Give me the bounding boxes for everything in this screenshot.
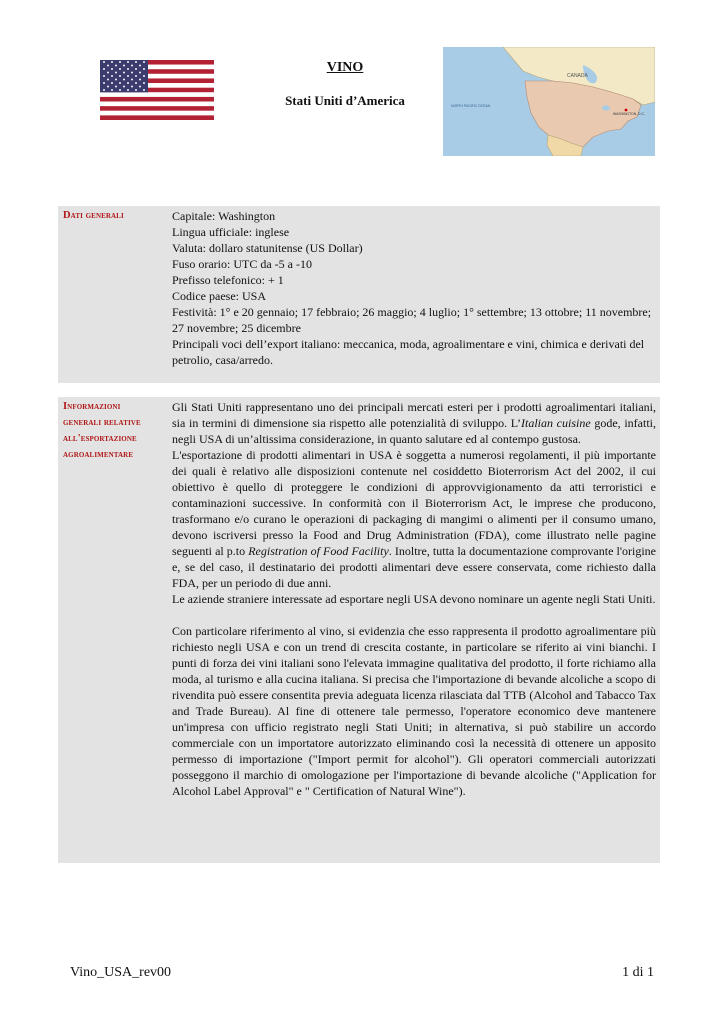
dati-line: Lingua ufficiale: inglese: [172, 225, 290, 239]
informazioni-label-line: agroalimentare: [63, 449, 134, 460]
usa-map-image: [443, 47, 655, 156]
paragraph-2: L'esportazione di prodotti alimentari in USA è soggetta a numerosi regolamenti, il più importante dei quali è relativo alle disposizioni contenute nel cosiddetto Bioterrorism Act del 2002, il cui obiettivo è quello di proteggere le condizioni di approvvigionamento da atti terroristici e contaminazioni successive. In conformità con il Bioterrorism Act, le imprese che producono, trasformano e/o curano le operazioni di packaging di mangimi o alimenti per il consumo umano, devono iscriversi presso la Food and Drug Administration (FDA), come illustrato nelle pagine seguenti al p.to Registration of Food Facility. Inoltre, tutta la documentazione comprovante l'origine e, se del caso, il destinatario dei prodotti alimentari deve essere conservata, come richiesto dalla FDA, per un periodo di due anni.: [172, 448, 656, 590]
dati-generali-label: Dati generali: [63, 210, 124, 221]
informazioni-section: [58, 397, 660, 863]
informazioni-body: [172, 399, 656, 799]
map-label-canada: CANADA: [567, 73, 588, 79]
dati-line: Codice paese: USA: [172, 289, 266, 303]
page-subtitle: Stati Uniti d’America: [285, 93, 405, 108]
dati-line: Festività: 1° e 20 gennaio; 17 febbraio; 26 maggio; 4 luglio; 1° settembre; 13 ottobre; 11 novembre; 27 novembre; 25 dicembre: [172, 305, 652, 335]
us-flag-image: [100, 60, 214, 120]
footer-doc-id: Vino_USA_rev00: [70, 965, 172, 980]
dati-line: Prefisso telefonico: + 1: [172, 273, 284, 287]
informazioni-label-line: all'esportazione: [63, 433, 137, 444]
informazioni-label-line: generali relative: [63, 417, 141, 428]
dati-generali-body: [172, 208, 656, 368]
footer-page-number: 1 di 1: [622, 965, 654, 980]
map-label-washington: WASHINGTON, D.C.: [613, 112, 645, 116]
map-label-ocean: NORTH PACIFIC OCEAN: [451, 104, 491, 108]
dati-line: Fuso orario: UTC da -5 a -10: [172, 257, 312, 271]
paragraph-4: Con particolare riferimento al vino, si evidenzia che esso rappresenta il prodotto agroalimentare più richiesto negli USA e con un trend di crescita costante, in particolare se riferito ai vini bianchi. I punti di forza dei vini italiani sono l'elevata immagine qualitativa del prodotto, il forte richiamo alla moda, al turismo e alla cucina italiana. Si precisa che l'importazione di bevande alcoliche a scopo di rivendita può essere consentita previa adeguata licenza rilasciata dal TTB (Alcohol and Tabacco Tax and Trade Bureau). Al fine di ottenere tale permesso, l'operatore economico deve mantenere un'impresa con ufficio registrato negli Stati Uniti; in alternativa, si può stabilire un accordo commerciale con un importatore autorizzato eliminando così la necessità di ottenere un apposito permesso di importazione ("Import permit for alcohol"). Gli operatori commerciali autorizzati posseggono il marchio di omologazione per l'importazione di bevande alcoliche ("Application for Alcohol Label Approval" e " Certification of Natural Wine").: [172, 624, 656, 798]
informazioni-label-line: Informazioni: [63, 401, 121, 412]
informazioni-label: [63, 399, 165, 463]
page-title: VINO: [326, 60, 364, 75]
dati-line: Principali voci dell’export italiano: meccanica, moda, agroalimentare e vini, chimica e derivati del petrolio, casa/arredo.: [172, 337, 645, 367]
paragraph-3: Le aziende straniere interessate ad esportare negli USA devono nominare un agente negli Stati Uniti.: [172, 592, 656, 606]
paragraph-1: Gli Stati Uniti rappresentano uno dei principali mercati esteri per i prodotti agroalimentari italiani, sia in termini di dimensione sia rispetto alle potenzialità di sviluppo. L’Italian cuisine gode, infatti, negli USA di un’altissima considerazione, in quanto salutare ed al contempo gustosa.: [172, 400, 656, 446]
dati-line: Capitale: Washington: [172, 209, 276, 223]
dati-line: Valuta: dollaro statunitense (US Dollar): [172, 241, 363, 255]
dati-generali-section: [58, 206, 660, 383]
